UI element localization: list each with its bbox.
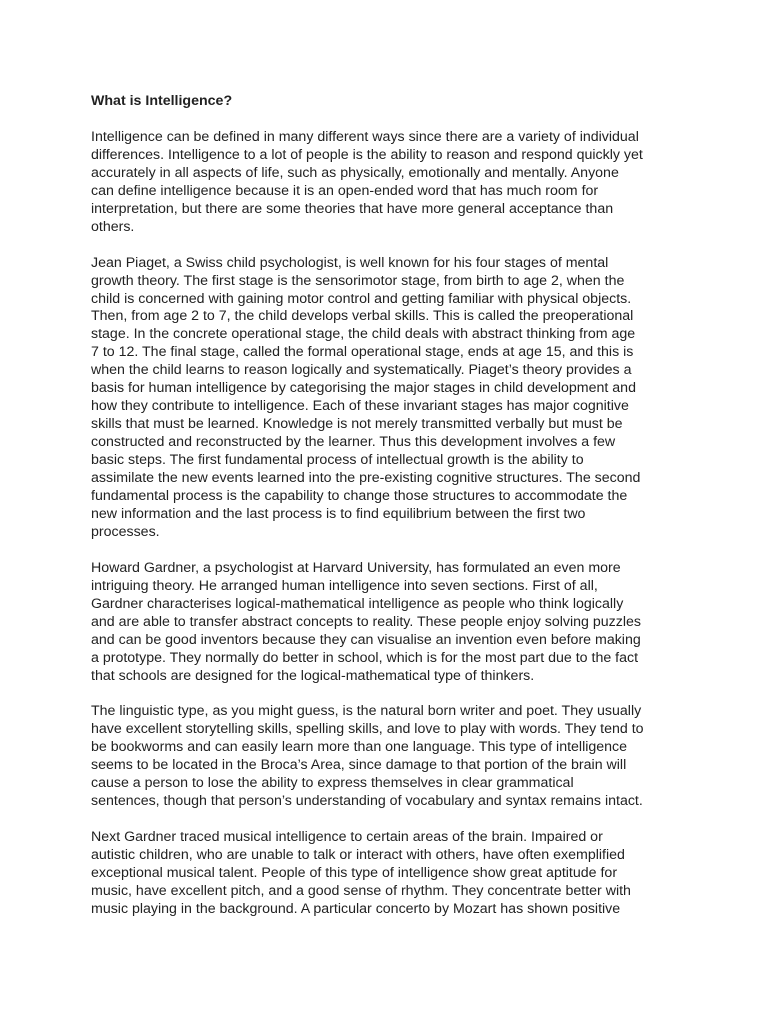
paragraph-line: can define intelligence because it is an open-ended word that has much room for <box>91 182 599 199</box>
paragraph-line: and can be good inventors because they can visualise an invention even before making <box>91 631 641 648</box>
paragraph <box>91 129 691 237</box>
paragraph-line: accurately in all aspects of life, such as physically, emotionally and mentally. Anyone <box>91 164 619 181</box>
paragraph-line: Jean Piaget, a Swiss child psychologist, is well known for his four stages of mental <box>91 254 609 271</box>
paragraph-line: exceptional musical talent. People of this type of intelligence show great aptitude for <box>91 864 618 881</box>
paragraph-line: basis for human intelligence by categorising the major stages in child development and <box>91 380 636 397</box>
paragraph-line: fundamental process is the capability to change those structures to accommodate the <box>91 488 628 504</box>
paragraph-line: stage. In the concrete operational stage, the child deals with abstract thinking from age <box>91 326 636 343</box>
paragraph-line: others. <box>91 218 135 235</box>
paragraph <box>91 255 691 542</box>
paragraph-line: how they contribute to intelligence. Each of these invariant stages has major cognitive <box>91 398 629 415</box>
paragraph <box>91 560 691 686</box>
paragraph-line: have excellent storytelling skills, spelling skills, and love to play with words. They tend to <box>91 721 644 738</box>
paragraph-line: Next Gardner traced musical intelligence to certain areas of the brain. Impaired or <box>91 829 603 846</box>
paragraph-line: Gardner characterises logical-mathematical intelligence as people who think logically <box>91 595 624 612</box>
paragraph-line: a prototype. They normally do better in school, which is for the most part due to the fact <box>91 649 639 666</box>
paragraph-line: growth theory. The first stage is the sensorimotor stage, from birth to age 2, when the <box>91 272 625 289</box>
paragraph-line: 7 to 12. The final stage, called the formal operational stage, ends at age 15, and this is <box>91 344 634 361</box>
paragraph <box>91 703 691 811</box>
paragraph-line: autistic children, who are unable to talk or interact with others, have often exemplified <box>91 847 625 864</box>
paragraph-line: interpretation, but there are some theories that have more general acceptance than <box>91 200 614 217</box>
paragraph-line: sentences, though that person’s understanding of vocabulary and syntax remains intact. <box>91 793 643 810</box>
paragraph-line: assimilate the new events learned into the pre-existing cognitive structures. The second <box>91 470 641 487</box>
paragraph-line: constructed and reconstructed by the learner. Thus this development involves a few <box>91 434 616 451</box>
paragraph-line: differences. Intelligence to a lot of people is the ability to reason and respond quickly yet <box>91 146 643 163</box>
paragraph-line: skills that must be learned. Knowledge is not merely transmitted verbally but must be <box>91 416 623 433</box>
paragraph-line: new information and the last process is to find equilibrium between the first two <box>91 505 586 522</box>
paragraph-line: The linguistic type, as you might guess, is the natural born writer and poet. They usually <box>91 703 642 720</box>
document-body <box>91 93 691 937</box>
paragraph-line: be bookworms and can easily learn more than one language. This type of intelligence <box>91 739 628 756</box>
paragraph-line: processes. <box>91 523 160 540</box>
paragraph-line: that schools are designed for the logical-mathematical type of thinkers. <box>91 667 535 684</box>
paragraph-line: seems to be located in the Broca’s Area, since damage to that portion of the brain will <box>91 757 627 774</box>
paragraph-line: music, have excellent pitch, and a good sense of rhythm. They concentrate better with <box>91 882 631 899</box>
document-title: What is Intelligence? <box>91 93 233 109</box>
paragraph-line: cause a person to lose the ability to express themselves in clear grammatical <box>91 775 574 792</box>
paragraph-list <box>91 129 691 919</box>
paragraph-line: Howard Gardner, a psychologist at Harvard University, has formulated an even more <box>91 559 621 576</box>
paragraph-line: when the child learns to reason logically and systematically. Piaget’s theory provides a <box>91 362 632 379</box>
paragraph-line: child is concerned with gaining motor control and getting familiar with physical objects. <box>91 290 632 307</box>
paragraph-line: Then, from age 2 to 7, the child develops verbal skills. This is called the preoperational <box>91 308 634 325</box>
paragraph-line: intriguing theory. He arranged human intelligence into seven sections. First of all, <box>91 577 598 594</box>
paragraph-line: and are able to transfer abstract concepts to reality. These people enjoy solving puzzles <box>91 613 641 630</box>
paragraph-line: Intelligence can be defined in many different ways since there are a variety of individual <box>91 128 639 145</box>
paragraph <box>91 829 691 919</box>
paragraph-line: basic steps. The first fundamental process of intellectual growth is the ability to <box>91 452 584 469</box>
paragraph-line: music playing in the background. A particular concerto by Mozart has shown positive <box>91 900 621 917</box>
